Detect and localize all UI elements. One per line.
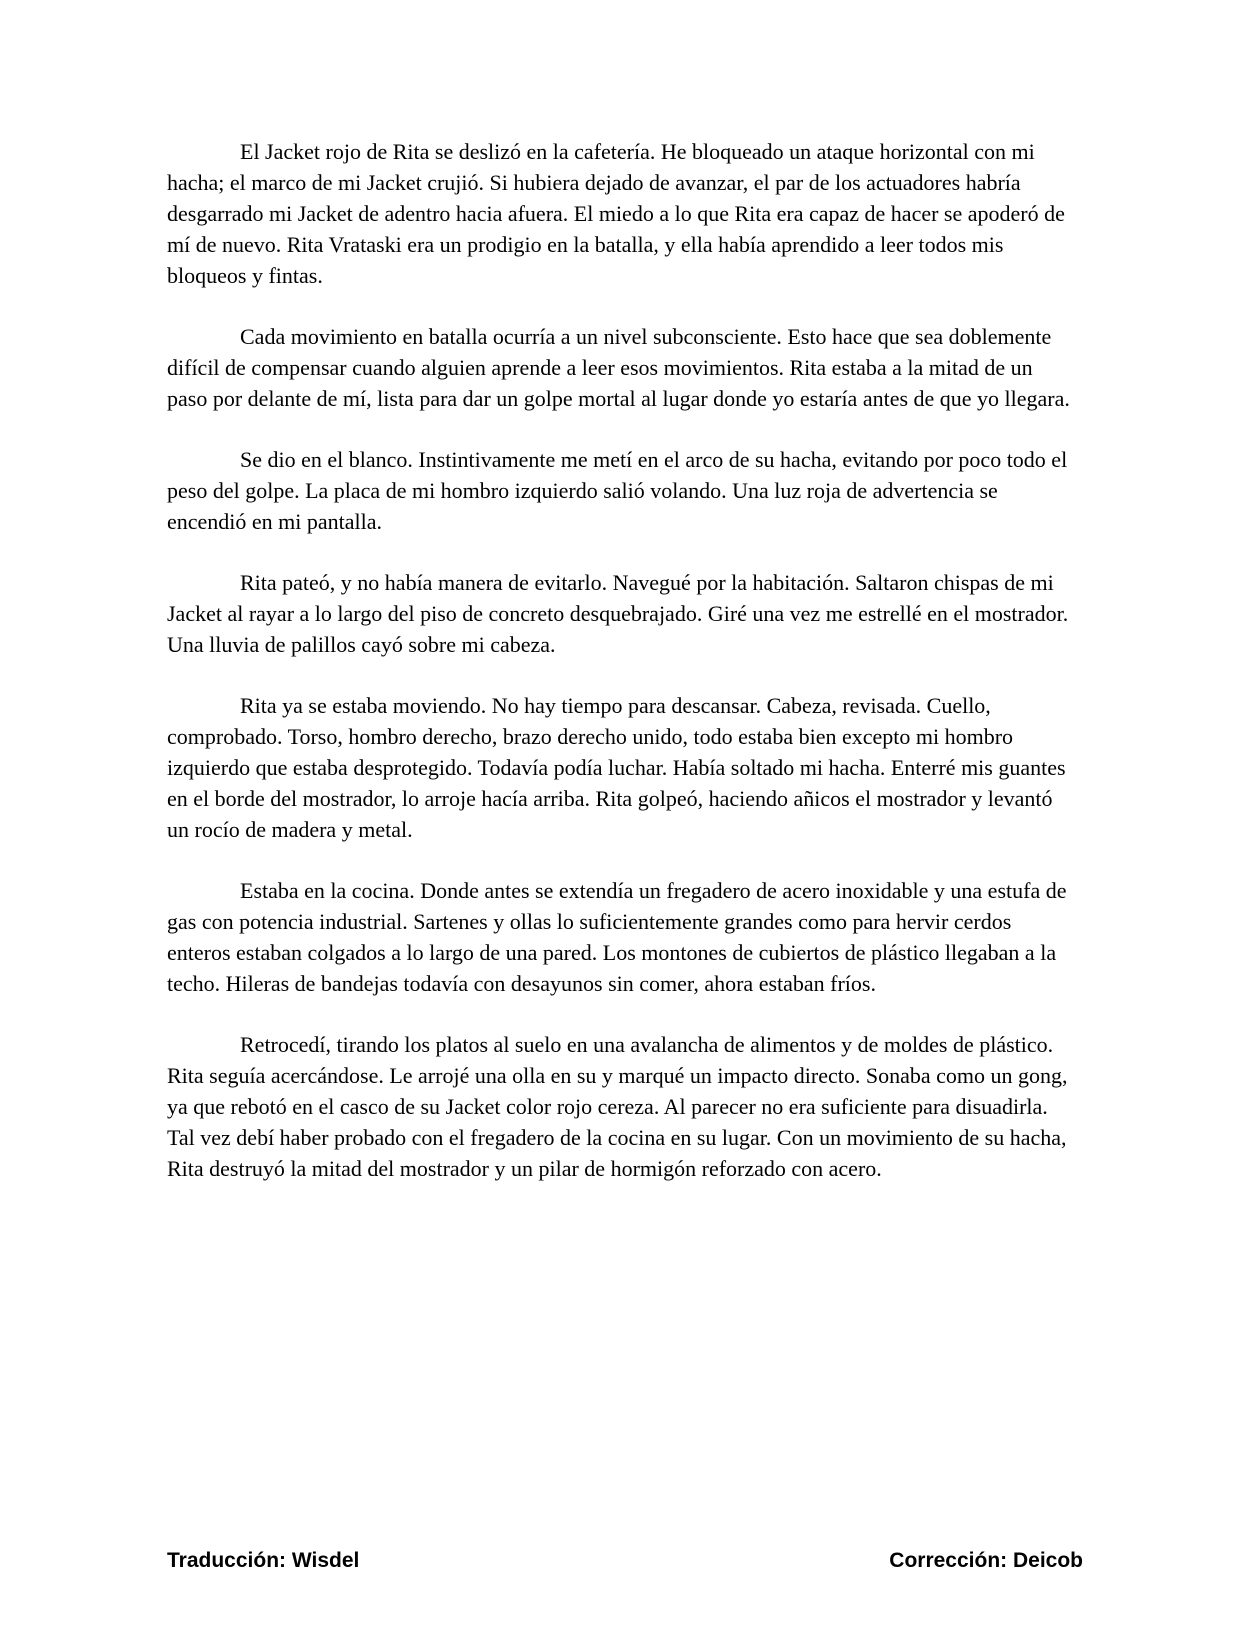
footer-correction-credit: Corrección: Deicob — [889, 1549, 1083, 1572]
paragraph: Retrocedí, tirando los platos al suelo en una avalancha de alimentos y de moldes de plástico. Rita seguía acercándose. Le arrojé una olla en su y marqué un impacto directo. Sonaba como un gong, ya que rebotó en el casco de su Jacket color rojo cereza. Al parecer no era suficiente para disuadirla. Tal vez debí haber probado con el fregadero de la cocina en su lugar. Con un movimiento de su hacha, Rita destruyó la mitad del mostrador y un pilar de hormigón reforzado con acero. — [167, 1032, 1068, 1181]
paragraph: Rita pateó, y no había manera de evitarlo. Navegué por la habitación. Saltaron chispas de mi Jacket al rayar a lo largo del piso de concreto desquebrajado. Giré una vez me estrellé en el mostrador. Una lluvia de palillos cayó sobre mi cabeza. — [167, 570, 1069, 657]
paragraph: Rita ya se estaba moviendo. No hay tiempo para descansar. Cabeza, revisada. Cuello, comprobado. Torso, hombro derecho, brazo derecho unido, todo estaba bien excepto mi hombro izquierdo que estaba desprotegido. Todavía podía luchar. Había soltado mi hacha. Enterré mis guantes en el borde del mostrador, lo arroje hacía arriba. Rita golpeó, haciendo añicos el mostrador y levantó un rocío de madera y metal. — [167, 693, 1066, 842]
footer-translation-credit: Traducción: Wisdel — [167, 1549, 360, 1572]
paragraph: Estaba en la cocina. Donde antes se extendía un fregadero de acero inoxidable y una estufa de gas con potencia industrial. Sartenes y ollas lo suficientemente grandes como para hervir cerdos enteros estaban colgados a lo largo de una pared. Los montones de cubiertos de plástico llegaban a la techo. Hileras de bandejas todavía con desayunos sin comer, ahora estaban fríos. — [167, 878, 1067, 996]
paragraph: Cada movimiento en batalla ocurría a un nivel subconsciente. Esto hace que sea doblemente difícil de compensar cuando alguien aprende a leer esos movimientos. Rita estaba a la mitad de un paso por delante de mí, lista para dar un golpe mortal al lugar donde yo estaría antes de que yo llegara. — [167, 324, 1070, 411]
document-body — [167, 136, 1075, 1214]
paragraph: Se dio en el blanco. Instintivamente me metí en el arco de su hacha, evitando por poco todo el peso del golpe. La placa de mi hombro izquierdo salió volando. Una luz roja de advertencia se encendió en mi pantalla. — [167, 447, 1068, 534]
paragraph: El Jacket rojo de Rita se deslizó en la cafetería. He bloqueado un ataque horizontal con mi hacha; el marco de mi Jacket crujió. Si hubiera dejado de avanzar, el par de los actuadores habría desgarrado mi Jacket de adentro hacia afuera. El miedo a lo que Rita era capaz de hacer se apoderó de mí de nuevo. Rita Vrataski era un prodigio en la batalla, y ella había aprendido a leer todos mis bloqueos y fintas. — [167, 139, 1065, 288]
page-footer — [167, 1548, 1083, 1574]
